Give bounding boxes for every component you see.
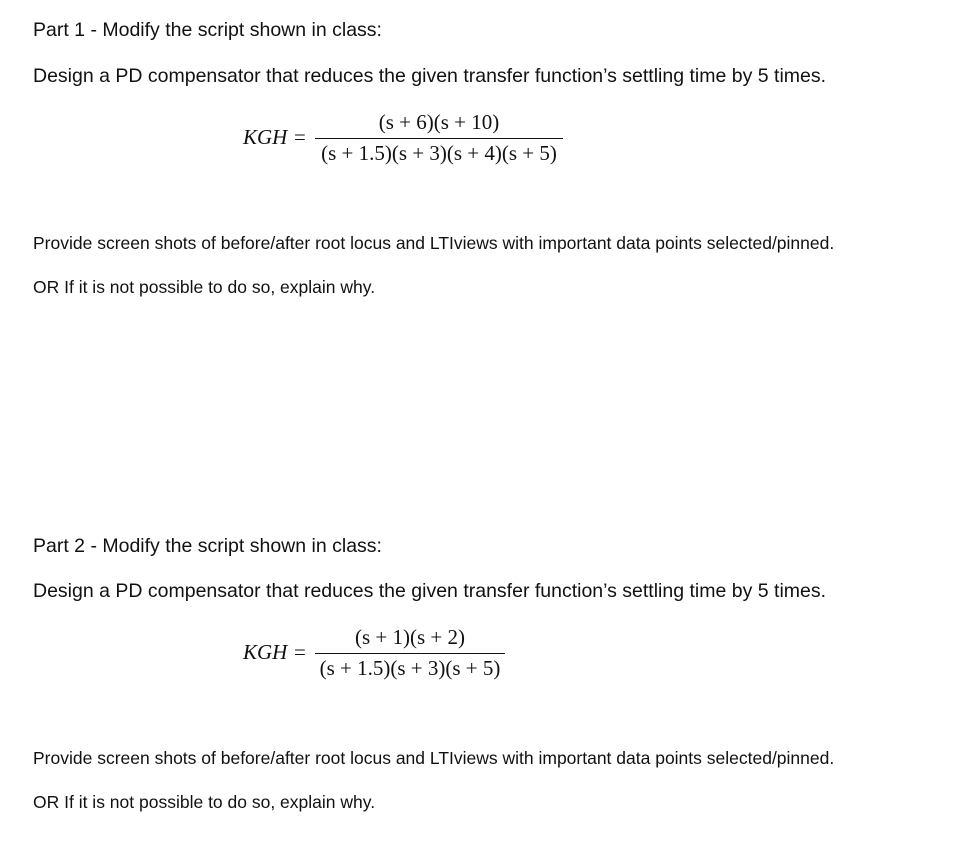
part2-instruction: Provide screen shots of before/after root locus and LTIviews with important data points selected/pinned. xyxy=(33,748,835,768)
part1-task: Design a PD compensator that reduces the given transfer function’s settling time by 5 times. xyxy=(33,65,827,87)
part2-equation-numerator: (s + 1)(s + 2) xyxy=(354,625,465,649)
part1-equation-fraction xyxy=(315,110,563,166)
part1-fraction-bar xyxy=(315,138,563,139)
part2-equation-lhs: KGH = xyxy=(243,640,307,664)
part2-alternative: OR If it is not possible to do so, explain why. xyxy=(33,792,376,812)
part1-instruction: Provide screen shots of before/after root locus and LTIviews with important data points selected/pinned. xyxy=(33,233,835,253)
part1-alternative: OR If it is not possible to do so, explain why. xyxy=(33,277,376,297)
part2-task: Design a PD compensator that reduces the given transfer function’s settling time by 5 times. xyxy=(33,580,827,602)
part2-fraction-bar xyxy=(315,653,505,654)
part2-heading: Part 2 - Modify the script shown in class: xyxy=(33,535,382,557)
part2-equation-denominator: (s + 1.5)(s + 3)(s + 5) xyxy=(319,656,501,680)
part1-equation-denominator: (s + 1.5)(s + 3)(s + 4)(s + 5) xyxy=(321,141,557,165)
part1-equation-lhs: KGH = xyxy=(243,125,307,149)
part1-equation-numerator: (s + 6)(s + 10) xyxy=(378,110,500,134)
part2-equation-fraction xyxy=(315,625,505,681)
part1-heading: Part 1 - Modify the script shown in class: xyxy=(33,19,382,41)
